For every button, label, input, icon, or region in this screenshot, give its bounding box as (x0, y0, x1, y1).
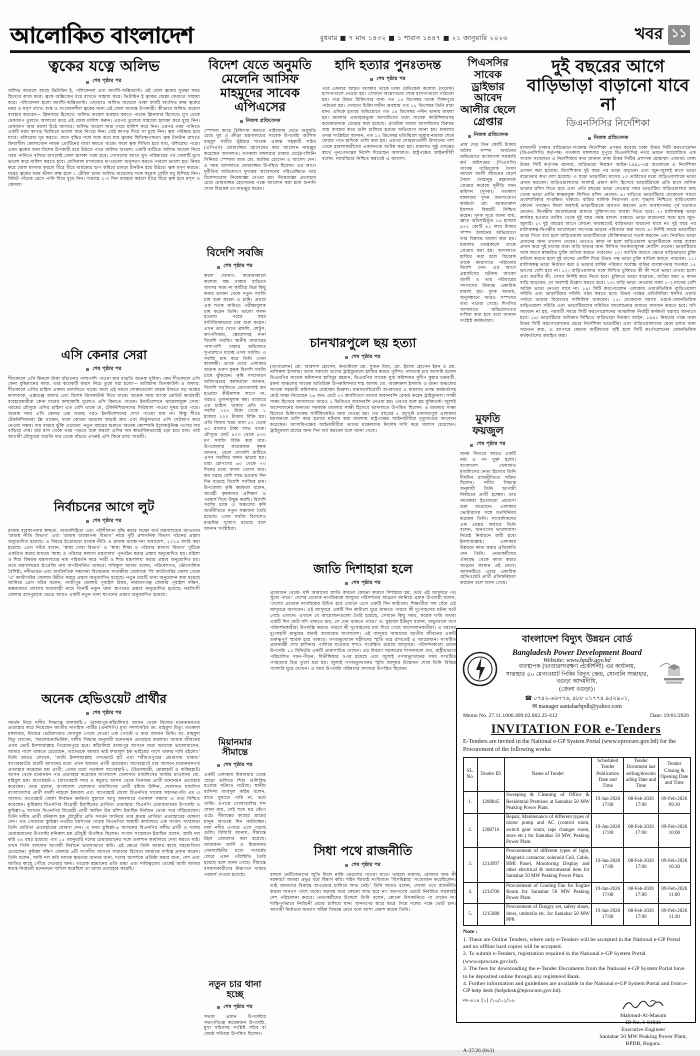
article-headline: সিধা পথে রাজনীতি (313, 843, 413, 858)
article-asif (204, 58, 316, 244)
tender-cell: 08-Feb-2026 17:00 (624, 882, 658, 904)
article-byline (270, 354, 456, 362)
article-byline (520, 135, 696, 143)
byline-text: শেষ পৃষ্ঠার পর (92, 78, 122, 85)
tender-cell: Repair, Maintenance of different types of motor pump and AC (control room, switch gear room, taps changer room, store etc.) for Santahar 50 MW, Peaking Power Plant. (504, 814, 591, 848)
signature-block (599, 998, 687, 1048)
tender-cell: 1. (464, 792, 478, 814)
tender-column-header: Scheduled Tender Publication Date and Time (592, 758, 624, 792)
byline-text: নিজস্ব প্রতিবেদক (473, 132, 509, 138)
byline-bullet-icon (217, 1006, 220, 1009)
tender-cell: 08-Feb-2026 17:00 (624, 814, 658, 848)
tender-cell: 19-Jan-2026 17:00 (592, 904, 624, 926)
byline-bullet-icon (86, 368, 89, 371)
tender-column-header: Tender Closing & Opening Date and Time (658, 758, 690, 792)
tender-intro: E-Tenders are invited in the National e-GP System Portal (www.eprocure.gov.bd) for the Procurement of the following works: (463, 739, 676, 753)
tender-cell: 08-Feb-2026 17:00 (624, 848, 658, 882)
tender-notes (457, 928, 695, 996)
article-body: প্রায় দেড় তিন কোটি টাকার অবৈধ সম্পদ অর্জনের অভিযোগে বাংলাদেশ সরকারি কর্ম কমিশনের (পিএসসি) সাবেক গাড়িচালক সৈয়দ আবেদ আলী জীবনের ছেলে সৈয়দ সোহানুর রহমানকে গ্রেপ্তার করেছে দুর্নীতি দমন কমিশন (দুদক)। গতকাল মঙ্গলবার দুদক জনসংযোগ কর্মকর্তা মো. আকতারুল ইসলাম বিষয়টি নিশ্চিত করেন। দুদক সূত্রে জানা যায়, জ্ঞাত আয়বহির্ভূত ১৬ হাজার ৯৭২ কোটি ৪১ লাখ টাকার সম্পদ অর্জনের অভিযোগে তার বিরুদ্ধে মামলা করা হয়। মামলার তদন্তকালে তাকে গ্রেপ্তার করা হয়। আদালতে হাজির করা হলে বিচারক তাকে কারাগারে পাঠানোর নির্দেশ দেন। এর আগে প্রশ্নফাঁসের ঘটনায় আবেদ আলী ও তার পরিবারের সদস্যদের বিরুদ্ধে একাধিক মামলা হয়। দুদক জানায়, অনুসন্ধানে আরও সম্পদের তথ্য পাওয়া গেছে। শিগগির আদালতে অভিযোগপত্র দাখিল করা হবে বলে জানান সংশ্লিষ্ট কর্মকর্তারা। (460, 143, 516, 325)
article-body: পরে একবার আহত অবস্থায় তাকে ঢাকা মেডিকেল কলেজ (ঢামেক) হাসপাতালে নেওয়া হয়। সেখানে অস্ত্রোপচার শেষে হাসপাতালে পাঠানো হয়। পরে উন্নত চিকিৎসার জন্য গত ১৫ ডিসেম্বর তাকে সিঙ্গাপুরে পাঠানো হয়। সেখানে চিকিৎসাধীন অবস্থায় গত ১৮ ডিসেম্বর তিনি মারা যান। এদিকে হত্যার অভিযোগে গত ১৪ ডিসেম্বর পল্টন থানায় মামলা হয়। মামলার এজাহারভুক্ত আসামিদের মধ্যে সাবেক কাউন্সিলরসহ কয়েকজনকে গ্রেপ্তার করা হয়েছে। প্রাথমিক ধারায় আসামিদের বিরুদ্ধে অস্ত্র ব্যবহার করে গুলি চালিয়ে হত্যার অভিযোগ আনা হয়। মামলার তদন্ত সংশ্লিষ্টরা জানান, গত ১২ ডিসেম্বর মতিঝিলে জুমার নামাজ শেষে ফেরার পথে হাদিকে গুলি করা হয়। এরপর সোহরাওয়ার্দী উদ্যানের পাশ থেকে হামলাকারীদের একজনকে আটক করা হয়। মামলার সুষ্ঠু তদন্তের স্বার্থে পুনঃতদন্তের নির্দেশ দিয়েছেন আদালত। রাষ্ট্রপক্ষের আইনজীবী বলেন, ন্যায়বিচার নিশ্চিত করতেই এ আদেশ। (322, 86, 454, 162)
article-headline: ত্বকের যত্নে অলিভ (48, 57, 160, 75)
article-headline: বিদেশি সবজি (206, 247, 264, 259)
article-headline: দুই বছরের আগে বাড়িভাড়া বাড়ানো যাবে না (526, 57, 690, 116)
byline-text: শেষ পৃষ্ঠার পর (223, 1003, 253, 1010)
article-body: একটি এলাকায় মিয়ানমার থেকে ছোড়া গুলিতে শিশু গুলিবিদ্ধ হওয়ার ঘটনাও ঘটেছে। স্থানীয় বাসিন্দা আবদুল করিম বলেন, রাতে ঘুমাতে পারি না, ভয়ে থাকি। ওপারে গোলাগুলির শব্দ শোনা যায়, সেই শব্দে ঘর কেঁপে ওঠে। সীমান্তের কাছের গ্রামের মানুষ আতঙ্কে দিন কাটাচ্ছেন। নাফ নদীর এপারে এসে পড়ছে গুলি। বিজিবি জানায়, সীমান্তে টহল জোরদার করা হয়েছে। আরাকান আর্মি ও মিয়ানমার সেনাবাহিনীর মধ্যে সংঘর্ষের জেরে এমন পরিস্থিতি তৈরি হয়েছে বলে জানা গেছে। সীমান্তে বসবাসকারীদের নিরাপদে থাকার পরামর্শ দেওয়া হয়েছে। (204, 772, 266, 878)
article-headline: জাতি দিশাহারা হলে (313, 561, 413, 576)
article-headline: বিদেশ যেতে অনুমতি মেলেনি আসিফ মাহমুদের সাবেক এপিএসের (208, 57, 312, 114)
note-item-3: 3. The fees for downloading the e-Tender Documents from the National e-GP System Portal have to be deposited online through any registered Bank. (463, 966, 685, 980)
tender-column-header: Tender ID (477, 758, 504, 792)
signatory-office1: Santahar 50 MW Peaking Power Plant, (599, 1033, 687, 1040)
byline-bullet-icon (86, 81, 89, 84)
tender-cell: Procurement of different types of light, Magnetic contactor, solenoid Coil, Cable, HMI Panel, Monitoring Display and other electrical & instrumental item for Santahar 50 MW Peaking Power Plant. (504, 848, 591, 882)
signatory-office2: BPDB, Bogura. (625, 1040, 661, 1047)
tender-row (464, 882, 691, 904)
tender-cell: 2. (464, 814, 478, 848)
article-body: জনম ফিতরে আরও একটি নাম ও পদ যুক্ত হলো। বাংলাদেশ খেলাফত মজলিসের নেতা হিসেবে তিনি দীর্ঘদিন রাজনীতিতে সক্রিয় ছিলেন। দলীয় সিদ্ধান্ত অনুযায়ী তিনি আগামী নির্বাচনে প্রার্থী হচ্ছেন। তার সমর্থকরা ইতোমধ্যে প্রচারণা শুরু করেছেন। এলাকার ভোটারদের সঙ্গে মতবিনিময় করছেন তিনি। সাংবাদিকদের এক প্রশ্নের জবাবে তিনি বলেন, জনগণের ভালোবাসা নিয়েই নির্বাচনে জয়ী হবো ইনশাআল্লাহ। এলাকার উন্নয়নে কাজ করার প্রতিশ্রুতি দেন তিনি। নেতাকর্মীদের ঐক্যবদ্ধ থেকে কাজ করার আহ্বান জানান এই নেতা। আসনটিতে এবার একাধিক হেভিওয়েট প্রার্থী প্রতিদ্বন্দ্বিতা করছেন বলে জানা গেছে। (460, 452, 516, 587)
byline-text: শেষ পৃষ্ঠার পর (223, 263, 253, 270)
page-number-badge: ১১ (668, 25, 690, 45)
byline-bullet-icon (370, 78, 373, 81)
article-body: সভায় প্রধান উপদেষ্টার সভাপতিত্বে কয়েকজন উপদেষ্টা, মুখ্য সচিবসহ সংশ্লিষ্ট সচিব বা জ্যেষ্ঠ সচিবরা উপস্থিত ছিলেন। (204, 1014, 266, 1038)
tender-cell: 1214706 (477, 882, 504, 904)
masthead-rule (10, 50, 690, 53)
tender-cell: 08-Feb-2026 17:00 (624, 792, 658, 814)
org-name-en: Bangladesh Power Development Board (512, 648, 642, 657)
byline-text: নিজস্ব প্রতিবেদক (245, 117, 281, 124)
advert-header (457, 629, 695, 711)
article-byline (204, 1004, 266, 1012)
article-loot (8, 500, 200, 688)
byline-text: নিজস্ব প্রতিবেদক (593, 134, 629, 141)
article-body: রাজধানী ঢাকায় বাড়িভাড়া-সংক্রান্ত নির্দেশিকা প্রণয়ন করেছে ঢাকা উত্তর সিটি করপোরেশন (ডিএনসিসি) কর্তৃপক্ষ। গতকাল মঙ্গলবার দুপুরে ডিএনসিসির নগর ভবনে আয়োজিত এক সংবাদ সম্মেলনে এ নির্দেশিকার কথা জানান ঢাকা উত্তর সিটির প্রশাসক মোহাম্মদ এজাজ। ঢাকা উত্তর সিটি কর্তৃপক্ষ জানায়, বাড়িভাড়া নিয়ন্ত্রণ আইন-১৯৯১-এর আলোকে এ নির্দেশিকা প্রণয়ন করা হয়েছে। নির্দেশিকায় দুই বছর পর ভাড়া বাড়ানো এবং জুন-জুলাই মাসে ভাড়া বাড়ানোর কথা বলা হয়েছে। এ ছাড়া ভাড়াটিয়া মাসের ১০ তারিখের মধ্যে বাড়িওয়ালাকে ভাড়া প্রদান করবেন। বাড়িওয়ালাদের অবশ্যই প্রমাণ কপি হিসেবে ভাড়াটিয়াকে প্রতি মাসে মাসিক ভাড়ার রসিদ দিতে হবে এবং প্রতি বছরের ভাড়া দেওয়ার সময় ভাড়াটিয়া বাড়িওয়ালার কাছ থেকে ভাড়া প্রাপ্তি স্বাক্ষরযুক্ত লিখিত রসিদ নেবেন। ৬। বাড়িতে ভাড়াটিয়ার যেকোনো সময়ে প্রবেশাধিকার সংরক্ষিত থাকবে। বাড়ির মালিক নিরাপত্তা এবং শৃঙ্খলা নিশ্চিতে বাড়িওয়ালা কোনো পদক্ষেপ নিলে অবশ্যই ভাড়াটিয়াকে অবগত করবেন এবং ব্যবস্থাপনার পূর্ব মতামত নেবেন। দ্বিপক্ষীয় আলোচনার মাধ্যমে যুক্তিসংগত ব্যবস্থা নিতে হবে। ৭। মালিকস্বত্ব ভাড়া কার্যকর হওয়ার তারিখ থেকে দুই বছর পর্যন্ত বলবৎ থাকবে। ভাড়া বাড়ানোর সময় হবে জুন-জুলাই। ৮। দুই বছরের আগে কোনো অবস্থাতেই বাড়িভাড়া বাড়ানো যাবে না। দুই বছর পর মালিকস্বত্ব-দ্বিপক্ষীয় আলোচনা সাপেক্ষে ভাড়ার পরিবর্তন করা যাবে। ৯। নির্দিষ্ট সময়ে ভাড়াটিয়া ভাড়া দিতে ব্যর্থ হলে বাড়িওয়ালা ভাড়াটিয়াকে যৌক্তিকভাবে সতর্ক করবেন এবং নিয়মিত ভাড়া প্রদানের জন্য তাগাদা দেবেন। তাতেও কাজ না হলে বাড়িওয়ালা ভাড়াটিয়াকে সমস্ত ব্যবস্থা প্রদান করে দুই মাসের মধ্যে বাড়ি ছাড়ার জন্য লিখিত সতর্কতামূলক নোটিশ দেবেন। ভাড়াটিয়ার সঙ্গে আগে স্বাক্ষরিত চুক্তি বাতিল করতে পারবেন। ১০। আর্থিক কারণে ক্ষেত্রে বাড়িভাড়ার চুক্তি বাতিল করতে হলে দুই মাসের নোটিশ দিয়ে উভয় পক্ষ ভাড়া চুক্তি বাতিল করতে পারবেন। ১১। মালিকস্বত্ব ভাড়া নির্ধারণ করা ও ভাড়ার বার্ষিক পরিমাণ সর্বোচ্চ বাড়ির ব্যবস্থাপনার শতকরা ১৫ ভাগের বেশি হবে না। ১২। বাড়িওয়ালার সঙ্গে লিখিত চুক্তিতে কী কী শর্তে ভাড়া দেওয়া হলো এবং করণীয় কী, সেসব নির্দিষ্ট করে নিতে হবে। চুক্তিতে ভাড়া বাড়ানো, অগ্রিম জমা ও কখন বাড়ি ছাড়বেন, তা অবশ্যই উল্লেখ করতে হবে। ১৩। বাড়ি ভাড়া নেওয়ার সময় ১-৩ মাসের বেশি অগ্রিম ভাড়া নেওয়া যাবে না। ১৪। সিটি করপোরেশন এলাকায় ওয়ার্ডভিত্তিক বাড়িওয়ালা সমিতি এবং ভাড়াটিয়ার সমিতি গঠন করতে হবে। উভয় পক্ষের প্রতিনিধিরা স্থানীয় ওয়ার্ড পর্যায়ে ভাড়ার বিরোধের দালিলিক থাকবেন। ১৫। যেকোনো সমস্যা ওয়ার্ড-জোনভিত্তিক বাড়িওয়ালা সমিতি এবং ভাড়াটিয়াদের সমিতির আলোচনার মাধ্যমে সমাধান করতে হবে। যদি সমাধান না হয়, পরবর্তী সময়ে সিটি করপোরেশনের আঞ্চলিক নির্বাহী কর্মকর্তা বরাবর জানাতে হবে। ১৬। ভাড়াটিয়ার অধিকার নিশ্চিতে বাড়িভাড়া নিয়ন্ত্রণ আইন, ১৯৯১ নিয়মের পক্ষে ঢাকা উত্তর সিটি করপোরেশনের প্রচার নির্দেশিকা ভাড়াটিয়া এবং বাড়িওয়ালাদের মেনে চলার জন্য সচেতন করা, এ ব্যাপারে কোনো জটিলতার সৃষ্টি হলে সিটি কর্পোরেশনের জোনভিত্তিক কর্মকর্তাদের অবহিত করা। (520, 145, 696, 339)
article-byline (204, 762, 266, 770)
byline-bullet-icon (86, 520, 89, 523)
byline-bullet-icon (217, 266, 220, 269)
tender-row (464, 848, 691, 882)
tender-cell: 09-Feb-2026 09:30 (658, 792, 690, 814)
advert-ref-code: A-37/26 (8x3) (463, 1047, 494, 1054)
article-hadi (322, 58, 454, 332)
byline-text: শেষ পৃষ্ঠার পর (92, 517, 122, 524)
org-address-line2: সান্তাহার ৫০ মেগাওয়াট পিকিং বিদ্যুৎ কেন্দ্র, সোনালি সান্তাহার, বগুড়া আদমদীঘি, (505, 671, 649, 686)
article-jati (270, 562, 456, 840)
article-byline (8, 518, 200, 526)
note-label: Note : (463, 929, 478, 936)
tender-cell: Procurement of Dungry set, safety shoes, dress, umbrella etc. for Santahar 50 MW PPP. (504, 904, 591, 926)
byline-bullet-icon (470, 444, 473, 447)
org-phone: ☎ ০৭৪২-৬৬৭৭৬, ৪৮৮ ০১৭৭৪ ৯৫২৯০১, (524, 696, 630, 703)
byline-bullet-icon (468, 135, 471, 138)
byline-text: শেষ পৃষ্ঠার পর (376, 75, 406, 82)
org-address-line3: (জেলা বগুড়া)। (558, 686, 596, 693)
tender-cell: 19-Jan-2026 17:00 (592, 814, 624, 848)
tender-cell: 19-Jan-2026 17:00 (592, 792, 624, 814)
tender-row (464, 792, 691, 814)
article-headline: নতুন চার থানা হচ্ছে (208, 980, 262, 1001)
masthead (10, 8, 690, 48)
article-ac (8, 348, 200, 496)
byline-text: শেষ পৃষ্ঠার পর (351, 861, 381, 868)
signatory-name: Mahmud-Al-Masum (620, 1012, 667, 1019)
tender-advert (456, 628, 696, 1054)
org-name-bn: বাংলাদেশ বিদ্যুৎ উন্নয়ন বোর্ড (521, 634, 633, 645)
signature-icon (620, 998, 666, 1013)
tender-cell: 09-Feb-2026 10:00 (658, 814, 690, 848)
memo-date: Date: 19/01/2026 (650, 713, 689, 720)
article-psc (460, 58, 516, 410)
article-byline (270, 862, 456, 870)
article-body: (অপারেশন) মো. আরশাদ হোসেন, কনস্টেবল মো. সুজন মিয়া, মো. ইমাজ হোসেন ইমন ও মো. নাসিরুল ইসলাম। আজ সকালে তাদের ট্রাইব্যুনালে হাজির করবে পুলিশ। পলাতক চার আসামি হলেন ডিএমপির সাবেক কমিশনার হাবিবুর রহমান, ডিএমপির সাবেক যুগ্ম কমিশনার সুদীপ কুমার চক্রবর্তী, রমনা অঞ্চলের সাবেক অতিরিক্ত উপকমিশনার শাহ আলম মো. আক্তারুল ইসলাম ও রমনা অঞ্চলের সাবেক সহকারী কমিশনার মোহাম্মদ ইমরুল। মানবতাবিরোধী অপরাধের এ মামলায় তদন্ত কর্মকর্তাসহ মোট সাক্ষ্য নিয়েছেন ২৬ জন। মোট ২৩ কার্যদিবসে তাদের জবানবন্দি রেকর্ড করেন ট্রাইব্যুনাল। সাক্ষী সাক্ষ্য হিসেবে আদালতে আরও ২ ভিডিওর জবানবন্দি নেওয়া হয়। এরপর শুরু হয় যুক্তিতর্ক। জুলাই আন্দোলনের অন্যতম সমন্বয়ক মামলার সাক্ষী হিসেবে আদালতে উপস্থিত ছিলেন। এ মামলার সাক্ষ্য হিসেবে চিকিৎসকের সার্টিফিকেটও জমা দেওয়া হয়। গত বছরের ৫ আগস্ট চানখারপুল এলাকায় ছয়জনকে গুলি করে হত্যার ঘটনায় করা মামলায় রাষ্ট্রপক্ষের আইনজীবীরা মৃত্যুদণ্ডের আবেদন করেছেন। আসামিপক্ষের আইনজীবীরা তাদের মক্কেলদের নির্দোষ দাবি করে খালাস চেয়েছেন। ট্রাইব্যুনাল রায়ের জন্য দিন ধার্য করবেন বলে জানা গেছে। (270, 364, 456, 435)
tender-cell: 3. (464, 848, 478, 882)
article-sidha (270, 844, 456, 1042)
tender-cell: 5. (464, 904, 478, 926)
tender-table-header-row (464, 758, 691, 792)
tender-table-body (464, 792, 691, 926)
tender-column-header: Name of Tender (504, 758, 591, 792)
article-byline (8, 78, 200, 86)
tender-row (464, 904, 691, 926)
article-headline: পিএসসির সাবেক ড্রাইভার আবেদ আলীর ছেলে গ্রেপ্তার (460, 57, 516, 128)
article-headline: মিয়ানমার সীমান্তে (218, 738, 252, 759)
egp-stamp-icon (656, 659, 690, 685)
advert-org-block (501, 633, 653, 710)
org-website: Website: www.bpdb.gov.bd (543, 657, 611, 664)
section-label: খবর (634, 24, 663, 43)
tender-cell: 1215688 (477, 904, 504, 926)
byline-text: শেষ পৃষ্ঠার পর (223, 761, 253, 768)
article-body: প্রয়োজন থেকে। যদি আমাদের জাতি কখনো কোনো কারণে দিশাহারা হয়, তবে এই জাদুঘরে পথ খুঁজে পাবে।' দেশের প্রত্যেক নাগরিককে জাদুঘর পরিদর্শনের আহ্বান জানিয়ে প্রধান উপদেষ্টা বলেন, 'দেশের প্রত্যেক নাগরিকের উচিত হবে এখানে এসে একটি দিন কাটানো। শিক্ষার্থীরা দল বেঁধে এই জাদুঘরে আসবেন। এই জাদুঘরে একটি দিন কাটালে ঘুরে জানতে পারবে কী দুঃসাহসের ঘটনা ঘটে গেছে এখানে। এখানে যে আয়োজনগুলো তৈরি হয়েছে, সেখানে কিছু সময়, কয়েক ঘণ্টা অথবা একটি দিন কেউ যদি থাকতে চায়, সে যেন থাকতে পারে।' ড. মুহাম্মদ ইউনূস বলেন, অভ্যুত্থানে বসে পরিদর্শনকারীরা উপলব্ধি করতে পারবে কী দুঃসাহসের মধ্য দিয়ে গেছে আন্দোলনকারীরা। এ ধরনের দুঃসাহসী মানুষের জন্যই আজকের বাংলাদেশ। এই জাদুঘর আমাদের জাতীয় জীবনের একটি গুরুত্বপূর্ণ স্মারক হয়ে থাকবে। গণঅভ্যুত্থানে শহীদদের স্মৃতি ধরে রাখতেই এ আয়োজন। সংঘটিত প্রধানমন্ত্রী শেখ হাসিনার পালিয়ে যাওয়ার দৃশ্যও সংরক্ষিত রয়েছে জাদুঘরে। পরিদর্শনকালে প্রধান উপদেষ্টা ১৫ মিনিটের একটি প্রামাণ্যচিত্র দেখেন। এর বিবরণ সরকারের শাসনামলে গুম, রাষ্ট্রীয়ভাবে পরিচালিত দমন-পীড়ন, বিভীষিকার ওপর হয়েছে এবং জুলাই গণঅভ্যুত্থানের সময় সংঘটিত গণহত্যার চিত্র তুলে ধরা হয়। জুলাই গণঅভ্যুত্থানের স্মৃতি জাদুঘর উদ্বোধন শেষে তিনি বিভিন্ন গ্যালারি ঘুরে দেখেন। এ সময় উপদেষ্টা পরিষদের সদস্যরা উপস্থিত ছিলেন। (270, 590, 456, 672)
byline-bullet-icon (345, 356, 348, 359)
article-byline (8, 366, 200, 374)
article-byline (460, 441, 516, 449)
article-body: স্পেশাল কারে চিকিৎসা করাতে থাইল্যান্ড যেতে অনুমতি চেয়ে যুব ও ক্রীড়া মন্ত্রণালয়ের সাবেক উপদেষ্টা আসিফ মাহমুদ সজীব ভূঁইয়ার সাবেক একান্ত সহকারী সচিব (এপিএস) মোয়াজ্জেম হোসেনের করা আবেদন নামঞ্জুর করেছেন আদালত। গতকাল মঙ্গলবার ঢাকার মেট্রোপলিটন সিনিয়র স্পেশাল জজ মো. জাকির হোসেন এ আদেশ দেন। এ সময় আদালতে মোয়াজ্জেম উপস্থিত ছিলেন। এর আগে দুর্নীতির অভিযোগে দুদকের আবেদনের পরিপ্রেক্ষিতে তার বিদেশযাত্রায় নিষেধাজ্ঞা দেওয়া হয়। নিষেধাজ্ঞা প্রত্যাহার চেয়ে মোয়াজ্জেম হোসেনের পক্ষে আবেদন করা হলে শুনানি শেষে বিচারক তা নামঞ্জুর করেন। (204, 128, 316, 193)
tender-cell: 19-Jan-2026 17:00 (592, 882, 624, 904)
org-address-line1: ব্যবস্থাপক (ভাণ্ডারসংরক্ষণ প্রকৌশলী) এর কার্যালয়, (518, 664, 636, 670)
article-body: শীতকালে এসি কিনলে টাকা বাঁচানোর পাশাপাশি পাওয়া যায় বাড়তি অনেক সুবিধা। কেন শীতকালে এসি কেনা বুদ্ধিমানের কাজ, তার কয়েকটি কারণ নিচে তুলে ধরা হলো— অবিশ্বাস্য ডিসকাউন্ট ও অফার: শীতকালে এসির চাহিদা একদম তলানিতে থাকে। ফলে এই সময়ে শোরুমগুলো গ্রাহক টানতে বড় অঙ্কের ক্যাশব্যাক, এক্সচেঞ্জ অফার এবং বিশেষ ডিসকাউন্ট দিয়ে থাকে। অনেক সময় ব্যাংক ক্রেডিট কার্ডধারী ব্যবহারকারীরা কেনা দামের কাছাকাছি মূল্যেও এসি কিনতে পারেন। ইনস্টলেশনে ঝামেলামুক্ত সেবা: গরমের মৌসুমে এসির চাহিদা এত বেশি থাকে যে, টেকনিশিয়ানদের সিরিয়াল পাওয়া দুষ্কর হয়ে পড়ে। অনেক সময় এসি কেনার এক সপ্তাহ পরও ইনস্টলেশনের দেখা পাওয়া যায় না। কিন্তু শীতে টেকনিশিয়ানরা ফ্রি থাকেন, ফলে কোনো ঝামেলা ছাড়াই দ্রুত এবং নির্ভুলভাবে এসি সেটআপ করে নেওয়া সম্ভব। দাম বাড়ার ঝুঁকি এড়ানো: নতুন বছরের শুরুতে অনেক কোম্পানি ইলেকট্রনিক্স পণ্যের দাম বাড়িয়ে দেয়। মার্চ মাস থেকে গরম পড়তে শুরু করলে এসির দাম স্বাভাবিকভাবেই চড়া হয়ে যায়। তাই আগামী মৌসুমের বাড়তি দাম থেকে বাঁচতে এখনই এসি কিনে রাখা সাশ্রয়ী। (8, 376, 200, 441)
article-rent (520, 58, 696, 620)
bpdb-logo-icon (462, 651, 498, 692)
signatory-designation: Executive Engineer (621, 1026, 666, 1033)
tender-column-header: Tender Document last selling/downloading Date and Time (624, 758, 658, 792)
dateline: বুধবার ■ ৭ মাঘ ১৪৩২ ■ ১ শাবান ১৪৪৭ ■ ২১ জানুয়ারি ২০২৬ (320, 34, 508, 42)
article-sobji (204, 248, 266, 734)
article-body: কচল ঘোষণ। করোনাকালে কলেজ বন্ধ থাকায় বাড়িতে অবসর সময় না কাটিয়ে ভিন্ন কিছু করার ভাবনা থেকে নতুন সবজি চাষ শুরু করেন এ চাষি। প্রথমে এক শতক জমিতে পরীক্ষামূলক চাষ করেন তিনি। ভালো ফলন হওয়ায় পরের বছর বাণিজ্যিকভাবে চাষ শুরু করেন। এখন তার খেতে ব্রকলি, লেটুস, ক্যাপসিকাম, স্কোয়াশসহ নানা বিদেশি সবজি। স্থানীয় বাজারের পাশাপাশি ঢাকার অভিজাত সুপারশপে যাচ্ছে এসব সবজি। এ সবজি চাষ করে তিনি এখন স্বাবলম্বী। তাকে দেখে এলাকার অনেক তরুণ কৃষক বিদেশি সবজি চাষে ঝুঁকছেন। কৃষি সম্প্রসারণ অধিদপ্তরের কর্মকর্তারা জানান, বিদেশি সবজিতে রোগবালাই কম হওয়ায় কীটনাশক লাগে না, খরচও তুলনামূলক কম। বাজারে এর চাহিদা থাকায় প্রতি মণ সবজি ৭০০ টাকা থেকে ১ হাজার ২০০ টাকায় বিক্রি হয়। প্রতি বিঘায় খরচ বাদে ৫০ থেকে ৬০ হাজার টাকা লাভ থাকে। মৌসুমে মোট ৪০০ থেকে ৫০০ মণ সবজি বিক্রি করা যায়। উপজেলার কয়েকজন কৃষক জানান, বেলে দোআঁশ মাটিতে এসব সবজির ফলন ভালো হয়। চারা রোপণের ৬০ থেকে ৭০ দিনের মধ্যে ফসল তোলা যায়। কম খরচে বেশি লাভ হওয়ায় দিন দিন বাড়ছে বিদেশি সবজির চাষ। উপজেলা কৃষি কর্মকর্তা বলেন, আগ্রহী কৃষকদের প্রশিক্ষণ ও পরামর্শ দিয়ে উদ্বুদ্ধ করছি। বিদেশি সবজি চাষে এ অঞ্চলের কৃষি অর্থনীতিতে নতুন সম্ভাবনা তৈরি হয়েছে। এসব সবজি বিদেশেও রপ্তানির সুযোগ রয়েছে বলে জানান সংশ্লিষ্টরা। (204, 274, 266, 532)
article-byline (270, 580, 456, 588)
article-mufti (460, 414, 516, 620)
byline-text: শেষ পৃষ্ঠার পর (351, 353, 381, 360)
tender-cell: 09-Feb-2026 11:30 (658, 904, 690, 926)
article-byline (8, 710, 200, 718)
article-headline: চানখারপুলে ছয় হত্যা (309, 335, 417, 350)
signatory-id: ID No. 1-01946 (625, 1019, 662, 1026)
article-byline (460, 132, 516, 140)
newspaper-logo: আলোকিত বাংলাদেশ (10, 24, 193, 49)
section-header (635, 21, 690, 48)
article-olive (8, 58, 200, 344)
byline-text: শেষ পৃষ্ঠার পর (476, 441, 506, 447)
article-headline: এসি কেনার সেরা (61, 347, 147, 362)
tender-cell: 4. (464, 882, 478, 904)
byline-text: শেষ পৃষ্ঠার পর (351, 579, 381, 586)
byline-bullet-icon (345, 864, 348, 867)
byline-text: শেষ পৃষ্ঠার পর (92, 365, 122, 372)
byline-bullet-icon (588, 137, 591, 140)
advert-memo-row (457, 711, 695, 719)
tender-cell: 1208716 (477, 814, 504, 848)
tender-title: INVITATION FOR e-Tenders (491, 722, 661, 737)
tender-cell: 1208845 (477, 792, 504, 814)
article-headline: অনেক হেভিওয়েট প্রার্থীর (41, 691, 167, 706)
tender-cell: 08-Feb-2026 17:00 (624, 904, 658, 926)
article-body: রাজস্ব ব্যবস্থাপনায় স্বচ্ছতা, জবাবদিহিতা এবং পরিশীলতা বৃদ্ধি করার লক্ষ্যে অর্থ মন্ত্রণালয়ের আওতায় 'রাজস্ব নীতি বিভাগ' এবং 'রাজস্ব ব্যবস্থাপনা বিভাগ' নামে দুটি প্রশাসনিক বিভাগ গঠনের প্রস্তাব অনুমোদিত হয়েছে। এ বিষয়ে ইতোমধ্যে রাজস্ব নীতি ও রাজস্ব ব্যবস্থাপনা অধ্যাদেশ, ২০২৪ জারি করা হয়েছে। প্রেস সচিব বলেন, 'স্বাস্থ্য সেবা বিভাগ' ও 'স্বাস্থ্য শিক্ষা ও পরিবার কল্যাণ বিভাগ' দুটিকে একত্রিত করার মাধ্যমে 'স্বাস্থ্য ও পরিবার কল্যাণ মন্ত্রণালয়' পুনর্গঠন করার প্রস্তাব অনুমোদিত হয়। মহিলা ও শিশু বিষয়ক মন্ত্রণালয়ের নাম পরিবর্তন করে 'নারী ও শিশু মন্ত্রণালয়' করার প্রস্তাব অনুমোদিত হয়। তবে মন্ত্রণালয়ের ইংরেজি নাম অপরিবর্তিত থাকবে। শফিকুল আলম বলেন, পরিবেশগত, ভৌগোলিক বৈশিষ্ট্য, নদীভাঙন এবং অর্থনৈতিক সম্ভাবনা বিবেচনায় সাতক্ষীরা জেলাকে 'বি' ক্যাটাগরির জেলা থেকে 'এ' ক্যাটাগরির জেলায় উন্নীত করার প্রস্তাব অনুমোদিত হয়েছে। নতুন চারটি থানা অনুমোদন করা হয়েছে জানিয়ে প্রেস সচিব বলেন, গাজীপুর জেলায় পূবাইল উত্তর, নারায়ণগঞ্জ জেলায় পূবাইল দক্ষিণ, কক্সবাজার জেলায় ঘারাবাড়ী নামে তিনটি নতুন থানা স্থাপনের প্রস্তাব অনুমোদিত হয়েছে। নরসিংদী জেলার রায়পুরাকে ভেঙে আরও একটি নতুন থানা স্থাপনের প্রস্তাব অনুমোদিত হয়েছে। (8, 528, 200, 599)
article-headline: নির্বাচনের আগে লুট (53, 499, 155, 514)
article-byline (204, 118, 316, 126)
memo-number-bn: নং-৪২৪ (১) /১০/০২/২৬ (463, 997, 515, 1004)
article-byline (204, 263, 266, 271)
tender-cell: 1214997 (477, 848, 504, 882)
article-body: অলিভ অয়েলে আছে ভিটামিন ই, পলিফেনল এবং অ্যান্টি-অক্সিড্যান্ট। এই জেল ত্বকের সুরক্ষা কবচ হিসেবে কাজ করে। ত্বকে অক্সিজেন ধরে রাখতে সাহায্য করে। ভিটামিন ই ত্বকের জেল্লা ফেরাতে সাহায্য করে। পলিফেনল হলো অ্যান্টি-অক্সিড্যান্ট। এছাড়াও অলিভ অয়েলে থাকা ফ্যাটি অ্যাসিড রুক্ষ ত্বকের নরম ও মসৃণ রাখে। শুষ্ক ও সংবেদনশীল ত্বকের জন্য এই জেল অত্যন্ত উপকারী। কীভাবে অলিভ অয়েল ব্যবহার করবেন— ক্লিনজার হিসেবে: অলিভ অয়েল ব্যবহার করতে পারেন ক্লিনজার হিসেবে। মুখ থেকে মেকআপ তুলতে আলতো করে এই জেল মালিশ করুন। এরপর তুলোর সাহায্যে হালকা করে মুছে নিন। মেকআপ আর ময়লা উঠে আসবে। অলিভ অয়েল সারা গায়ে মালিশ করে নিন। এরপর গরম পানিতে একটি নরম কাপড় ভিজিয়ে ভালো করে নিংড়ে নিন। সেই কাপড় দিয়ে গা মুছে নিন। ত্বক পরিষ্কার হয়ে যাবে। বলিরেখা দূর করতে: বয়স বৃদ্ধির সঙ্গে সঙ্গে কমে যায় ত্বকের স্থিতিস্থাপকতা। ত্বক টানটান রাখতে ক্রিয়াশীল কোলাজেন নামক প্রোটিনের মাত্রা কমতে থাকে। ফলে ত্বক শিথিল হয়ে যায়, বলিরেখা পড়ে। এমন ত্বকের জন্য বিশেষ উপকারী হয়ে উঠতে পারে অলিভ অয়েল। একটি বাটিতে অলিভ অয়েল নিয়ে গরম পানিতে বসিয়ে রাখলেই জেল হালকা গরম হবে। গোসলের আগে মুখ পরিষ্কারের পর জেলটি মুখে ভালো করে মালিশ করতে হবে। ফেসিয়াল মাসাজের ধাপগুলো অনুসরণ করতে পারলে ভালো হয়। নিয়ম করে জেল মাসাজ করলে ধীরে ধীরে বার্ধক্যের ছাপ কমিয়ে চামড়া টানটান হয়ে উঠবে। ত্বক মসৃণ করতে: ঘরের ত্বকের ধরন ভীষণ রুক্ষ হলে ১ টেবিল চামচ অলিভ অয়েলের সঙ্গে কয়েক ফোঁটা মধু মিশিয়ে নিন। মিনিট পাঁচেক রেখে পানি দিয়ে ধুয়ে নিন। সপ্তাহে ২-৩ দিন ব্যবহার করলে ধীরে ধীরে ত্বক হবে মসৃণ ও কোমল। (8, 89, 200, 189)
article-chankharpul (270, 336, 456, 560)
tender-cell: Sweeping & Cleaning of Office & Residential Premises at Santahar 50 MW Peaking Power Plant. (504, 792, 591, 814)
org-email: ✉ manager santaharbpdb@yahoo.com (532, 704, 622, 711)
tender-column-header: SL. No. (464, 758, 478, 792)
tender-cell: 09-Feb-2026 10:30 (658, 848, 690, 882)
tender-cell: 19-Jan-2026 17:00 (592, 848, 624, 882)
tender-cell: 09-Feb-2026 11:00 (658, 882, 690, 904)
byline-bullet-icon (217, 764, 220, 767)
tender-row (464, 814, 691, 848)
memo-number: Memo No. 27.11.1006.409.02.002.25-412 (463, 713, 558, 720)
byline-text: শেষ পৃষ্ঠার পর (92, 709, 122, 716)
byline-bullet-icon (345, 582, 348, 585)
article-headline: হাদি হত্যার পুনঃতদন্ত (334, 57, 442, 72)
article-thana (204, 980, 266, 1042)
tender-table (463, 757, 691, 926)
article-heavyweight (8, 692, 200, 1022)
note-item-4: 4. Further information and guidelines are available in the National e-GP System Portal and from e-GP help desk (helpdesk@eprocure.gov.bd). (463, 980, 688, 995)
article-headline: মুফতি ফয়জুল (472, 413, 504, 437)
article-subhead: ডিএনসিসির নির্দেশিকা (566, 118, 650, 130)
byline-bullet-icon (240, 120, 243, 123)
article-body: বললে নেটিজেনদের জুতি মিলে নাকি ভেড়শের পাওয়া যাবে। তাহলে নামাজ, রোজার আর কী দরকার? আমরা প্রভুর ধর্মে বিশ্বাস করি। শহিদ জিয়াই সংবিধানে 'বিসমিল্লাহ' সংযোজন করেছিলেন। তাই আমাদের বিরুদ্ধে অপপ্রচার চালিয়ে লাভ নেই।' তিনি আরও বলেন, সোজা পথে রাজনীতি করলে জনগণ পাশে থাকে। ষড়যন্ত্র করে কোনো লাভ হবে না। জনগণের ভোটে নির্বাচিত সরকারই দেশ পরিচালনা করবে। নেতাকর্মীদের উদ্দেশে তিনি বলেন, কোনো উসকানিতে পা দেবেন না। শান্তিপূর্ণভাবে নির্বাচনী প্রচার চালিয়ে যান। জনগণের দ্বারে দ্বারে গিয়ে দলের পক্ষে ভোট চান। আগামী নির্বাচনে জনগণ সঠিক সিদ্ধান্ত নেবে বলে আশা প্রকাশ করেন তিনি। (270, 872, 456, 913)
byline-bullet-icon (86, 712, 89, 715)
note-item-1: 1. These are Online Tenders, where only e-Tenders will be accepted in the National e-GP Portal and no offline hard copies will be accepted. (463, 936, 681, 950)
signature-row (457, 996, 695, 1048)
tender-cell: Procurement of Cooling Fan for Engine Room for Santahar 50 MW Peaking Power Plant. (504, 882, 591, 904)
article-body: সমর্থন নিয়ে দলীয় সিদ্ধান্তে বালকাঠি-১ (রাজাপুর-কাঁঠালিয়া) আসন থেকে নিজের মনোনয়নপত্র প্রত্যাহার করে নিয়েছেন জাতীয় নাগরিক পার্টির (এনসিপি) মুখ্য সদস্যসচিব ডা. মাহমুদা মিতু। গতকাল মঙ্গলবার, নিজের ভেরিফায়েড ফেসবুক পেজে দেওয়া এক পোস্টে এ কথা জানান তিনি। ডা. মাহমুদা মিতু লেখেন, 'আলোচনাভিত্তিক, দলীয় সিদ্ধান্ত অনুযায়ী মনোনয়ন প্রত্যাহার করলাম। আমার জীবনের প্রথম ভোট ইনশাআল্লাহ পিরোজপুরে হবে। কাঁঠালিয়া রাজাপুর আসনে যারা আমাকে ভালোবাসেন, আমার পাশে থাকতে চেয়েছেন, তাদেরকে আমার ভাই ফজলুল হক ভাইয়ের পাশে থাকার দাবি রইলো।' তিনি আরও লেখেন, 'আমি ইনশাআল্লাহ গণভোটে হ্যাঁ এবং শরীয়তপুরের প্রচারণায় থাকব।' বাগেরহাটের চারটি আসনের মধ্যে এখন ছয়জন প্রার্থী রয়েছেন। বাগেরহাটে চার আসনে মনোনয়নপত্র প্রত্যাহার করেছেন ছয় প্রার্থী; এদের মধ্যে গতকাল বাগেরহাট-১ (চিতলমারী, মোল্লাহাট ও ফকিরহাট) আসন থেকে মনোনয়ন পত্র প্রত্যাহার করেছেন বাংলাদেশ খেলাফত মজলিসের আমির মাওলানা মো. মহিবুল হক। বাগেরহাট-২ (বাগেরহাট সদর ও কচুয়া) আসন থেকে তিনজন প্রার্থী মনোনয়ন প্রত্যাহার করেছেন। তারা হলেন, বাংলাদেশ খেলাফত মজলিসের প্রার্থী রমিজ উদ্দিন, খেলাফত মজলিস বাংলাদেশের প্রার্থী বদলী নাহলে ইকবাল এবং বাগেরহাট জেলা বিএনপির সাবেক সহসভাপতি এম এ সালাম। বাগেরহাট জেলা নির্বাচন কর্মকর্তা মুহাম্মদ আবু আনসারে গতকাল সন্ধ্যায় এ তথ্য নিশ্চিত করেছেন। কুমিল্লায় বিএনপির বিদ্রোহী ইয়াছিনের প্রার্থিতা প্রত্যাহার: বিএনপি চেয়ারম্যানের উপদেষ্টা ও কুমিল্লা-৬ আসনে বিএনপির বিদ্রোহী প্রার্থী আমিন উর রশিদ ইয়াছিন নির্বাচন থেকে সরে দাঁড়িয়েছেন। তিনি দলীয় প্রার্থী মনিরুল হক চৌধুরীর প্রতি সমর্থন জানিয়ে তার স্বতন্ত্র প্রার্থিতা প্রত্যাহারের ঘোষণা দেন। গত সোমবার কুমিল্লা নগরীর ধর্মসাগর পাড়স্থ বিএনপির অস্থায়ী কার্যালয়ে এক সংবাদ সম্মেলনে তিনি প্রার্থিতা প্রত্যাহারের ঘোষণা দেন। এ সময় কুমিল্লা-৬ আসনের বিএনপির দলীয় প্রার্থী ও দলের চেয়ারম্যানের উপদেষ্টা মনিরুল হক চৌধুরী উপস্থিত ছিলেন। সংবাদ সম্মেলনে ইয়াছিন বলেন, আমি দল করি ৩৪ বছর হয়েছে। গত ১৫ জানুয়ারি দলের চেয়ারম্যানের সঙ্গে গুলশান কার্যালয়ে দেখা করতে যাই। তখন তিনি বললেন আগামী নির্বাচন ভালোভাবে করি। এই ক্ষেত্রে তিনি আমার কাছে সহযোগিতা চেয়েছেন। কুমিল্লা দক্ষিণ জেলার ৬টি সংসদীয় আসনে সম্মানের হিসেবে আমাকে দায়িত্ব প্রদান করেন। তিনি বলেন, আমি দল করি দলকে ক্ষমতায় আনার জন্য, দলের আদর্শকে প্রতিষ্ঠা করার জন্য, দেশ এবং জাতির কাছে পৌঁছে দেওয়ার জন্য। তারেক রহমানের প্রতি শ্রদ্ধা এবং দায়িত্ববোধ থেকেই আমি আমার স্বতন্ত্র নির্বাচনী মনোনয়ন দাখিল করেছিল তা আজ প্রত্যাহার করেছি। (8, 720, 200, 873)
note-item-2: 2. To submit e-Tenders, registration required in the National e-GP System Portal (www.eprocure.gov.bd). (463, 951, 646, 965)
article-myanmar (204, 738, 266, 978)
article-byline (322, 76, 454, 84)
